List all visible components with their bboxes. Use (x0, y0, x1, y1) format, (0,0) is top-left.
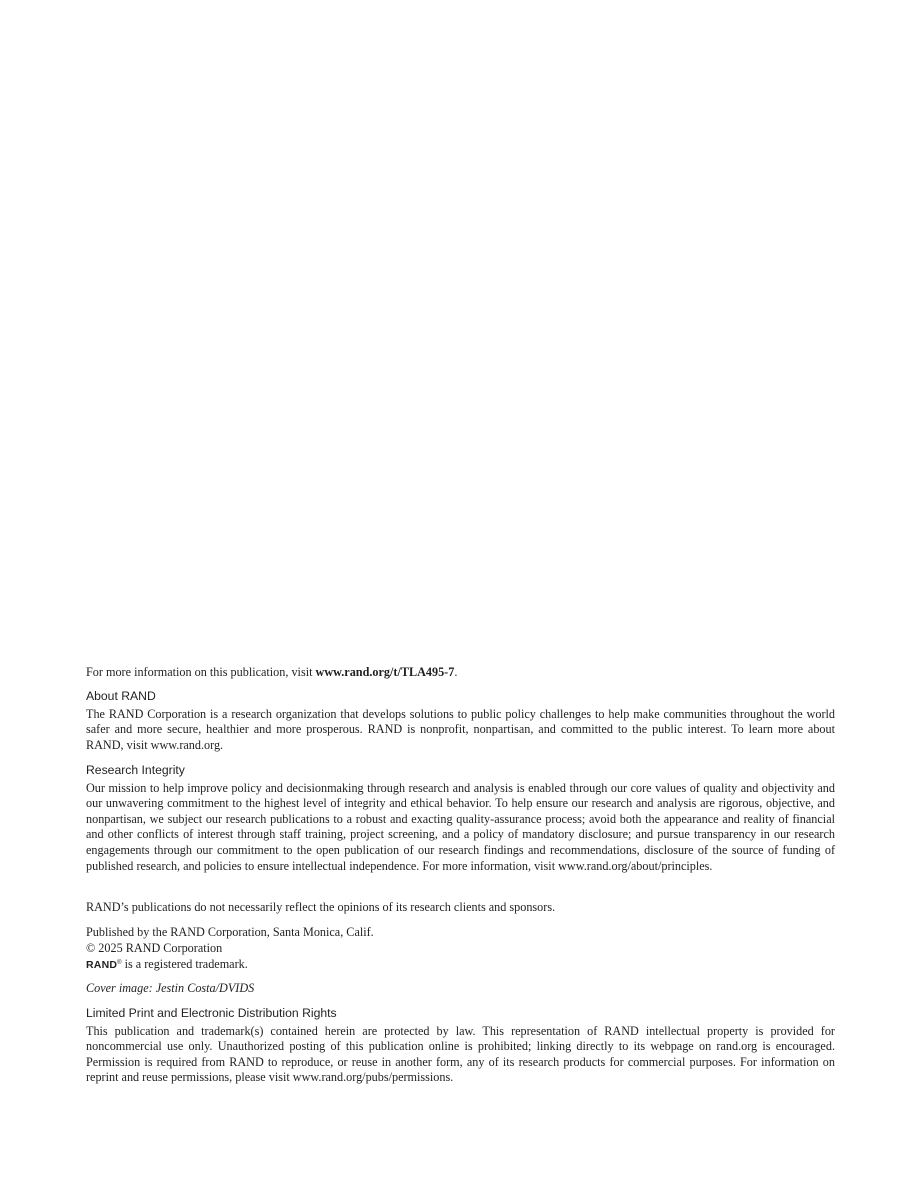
research-integrity-section (86, 763, 835, 874)
copyright: © 2025 RAND Corporation (86, 940, 223, 955)
trademark-text: is a registered trademark. (121, 957, 248, 972)
published-by: Published by the RAND Corporation, Santa Monica, Calif. (86, 925, 374, 939)
more-info-line (86, 665, 835, 681)
about-section (86, 689, 835, 753)
cover-image-credit: Cover image: Jestin Costa/DVIDS (86, 981, 255, 995)
research-integrity-body: Our mission to help improve policy and decisionmaking through research and analysis is enabled through our core values of quality and objectivity and our unwavering commitment to the highest level of integrity and ethical behavior. To help ensure our research and analysis are rigorous, objective, and nonpartisan, we subject our research publications to a robust and exacting quality-assurance process; avoid both the appearance and reality of financial and other conflicts of interest through staff training, project screening, and a policy of mandatory disclosure; and pursue transparency in our research engagements through our commitment to the open publication of our research findings and recommendations, disclosure of the source of funding of published research, and policies to ensure intellectual independence. For more information, visit www.rand.org/about/principles. (86, 780, 835, 873)
publication-url-link[interactable]: www.rand.org/t/TLA495-7 (315, 665, 455, 679)
trademark-line (86, 956, 835, 974)
about-heading: About RAND (86, 689, 156, 703)
more-info-prefix: For more information on this publication, visit (86, 665, 316, 679)
about-body: The RAND Corporation is a research organization that develops solutions to public policy challenges to help make communities throughout the world safer and more secure, healthier and more prosperous. RAND is nonprofit, nonpartisan, and committed to the public interest. To learn more about RAND, visit www.rand.org. (86, 706, 835, 752)
research-integrity-heading: Research Integrity (86, 763, 185, 777)
more-info-suffix: . (454, 665, 458, 679)
distribution-rights-body: This publication and trademark(s) contained herein are protected by law. This representation of RAND intellectual property is provided for noncommercial use only. Unauthorized posting of this publication online is prohibited; linking directly to its webpage on rand.org is encouraged. Permission is required from RAND to reproduce, or reuse in another form, any of its research products for commercial purposes. For information on reprint and reuse permissions, please visit www.rand.org/pubs/permissions. (86, 1023, 835, 1085)
distribution-rights-heading: Limited Print and Electronic Distribution Rights (86, 1006, 337, 1020)
distribution-rights-section (86, 1006, 835, 1086)
disclaimer-section (86, 900, 835, 916)
cover-image-credit-section (86, 981, 835, 997)
registered-symbol: ® (117, 960, 122, 967)
disclaimer-text: RAND’s publications do not necessarily reflect the opinions of its research clients and sponsors. (86, 900, 556, 914)
rand-wordmark: RAND (86, 959, 118, 972)
publication-info (86, 925, 835, 974)
